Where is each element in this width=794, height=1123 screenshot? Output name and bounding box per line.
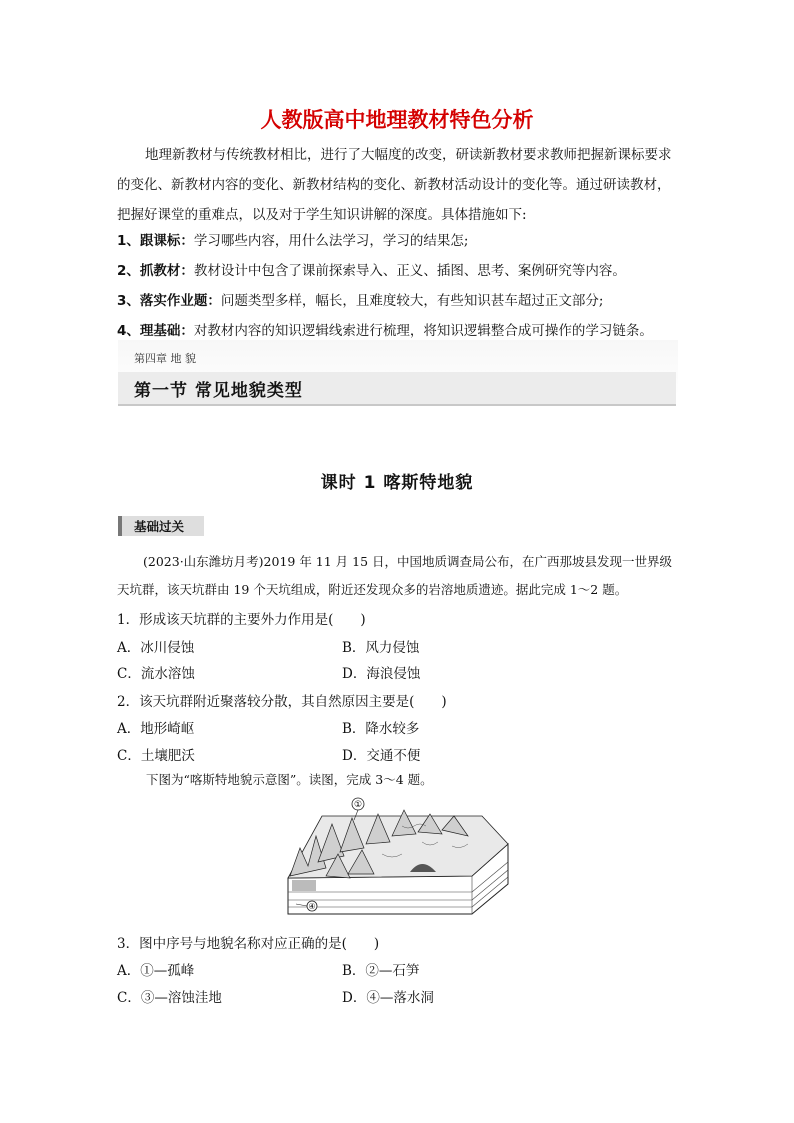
marker-4: ④ <box>308 902 316 911</box>
marker-1: ① <box>353 800 363 810</box>
option-1d: D．海浪侵蚀 <box>342 666 421 682</box>
measure-text: 对教材内容的知识逻辑线索进行梳理，将知识逻辑整合成可操作的学习链条。 <box>193 323 653 339</box>
measure-item <box>117 286 697 316</box>
chapter-label: 第四章 地 貌 <box>134 352 196 365</box>
option-3b: B．②—石笋 <box>342 963 420 979</box>
question-1-stem: 1．形成该天坑群的主要外力作用是( ) <box>117 612 366 628</box>
option-1a: A．冰川侵蚀 <box>117 640 195 656</box>
figure-intro: 下图为“喀斯特地貌示意图”。读图，完成 3～4 题。 <box>146 772 433 787</box>
option-2c: C．土壤肥沃 <box>117 748 195 764</box>
measure-label: 1、跟课标： <box>117 233 194 249</box>
question-2-stem: 2．该天坑群附近聚落较分散，其自然原因主要是( ) <box>117 694 447 710</box>
lesson-title: 课时 1 喀斯特地貌 <box>320 473 474 493</box>
chapter-header <box>118 340 678 432</box>
measure-text: 学习哪些内容，用什么法学习，学习的结果怎; <box>193 233 469 249</box>
option-2d: D．交通不便 <box>342 748 421 764</box>
measure-label: 3、落实作业题： <box>117 293 221 309</box>
karst-landform-diagram <box>282 796 514 922</box>
measures-list <box>117 226 697 346</box>
option-3d: D．④—落水洞 <box>342 990 434 1006</box>
option-3c: C．③—溶蚀洼地 <box>117 990 222 1006</box>
basic-tag <box>118 516 204 536</box>
measure-text: 教材设计中包含了课前探索导入、正义、插图、思考、案例研究等内容。 <box>193 263 626 279</box>
basic-tag-label: 基础过关 <box>134 519 185 534</box>
page-title: 人教版高中地理教材特色分析 <box>260 108 534 132</box>
option-1b: B．风力侵蚀 <box>342 640 420 656</box>
intro-paragraph: 地理新教材与传统教材相比，进行了大幅度的改变，研读新教材要求教师把握新课标要求的变化、新教材内容的变化、新教材结构的变化、新教材活动设计的变化等。通过研读教材，把握好课堂的重难点，以及对于学生知识讲解的深度。具体措施如下: <box>117 147 672 223</box>
question-3-stem: 3．图中序号与地貌名称对应正确的是( ) <box>117 936 380 952</box>
section-title: 第一节 常见地貌类型 <box>134 381 303 401</box>
option-3a: A．①—孤峰 <box>117 963 195 979</box>
measure-label: 2、抓教材： <box>117 263 194 279</box>
section-bar <box>118 372 676 406</box>
measure-text: 问题类型多样，幅长，且难度较大，有些知识甚车超过正文部分; <box>220 293 604 309</box>
measure-item <box>117 256 697 286</box>
option-2a: A．地形崎岖 <box>117 721 195 737</box>
option-2b: B．降水较多 <box>342 721 420 737</box>
option-1c: C．流水溶蚀 <box>117 666 195 682</box>
measure-label: 4、理基础： <box>117 323 194 339</box>
measure-item <box>117 226 697 256</box>
material-paragraph: (2023·山东潍坊月考)2019 年 11 月 15 日，中国地质调查局公布，在广西那坡县发现一世界级天坑群，该天坑群由 19 个天坑组成，附近还发现众多的岩溶地质遗迹。据此完成 1～2 题。 <box>117 554 673 597</box>
